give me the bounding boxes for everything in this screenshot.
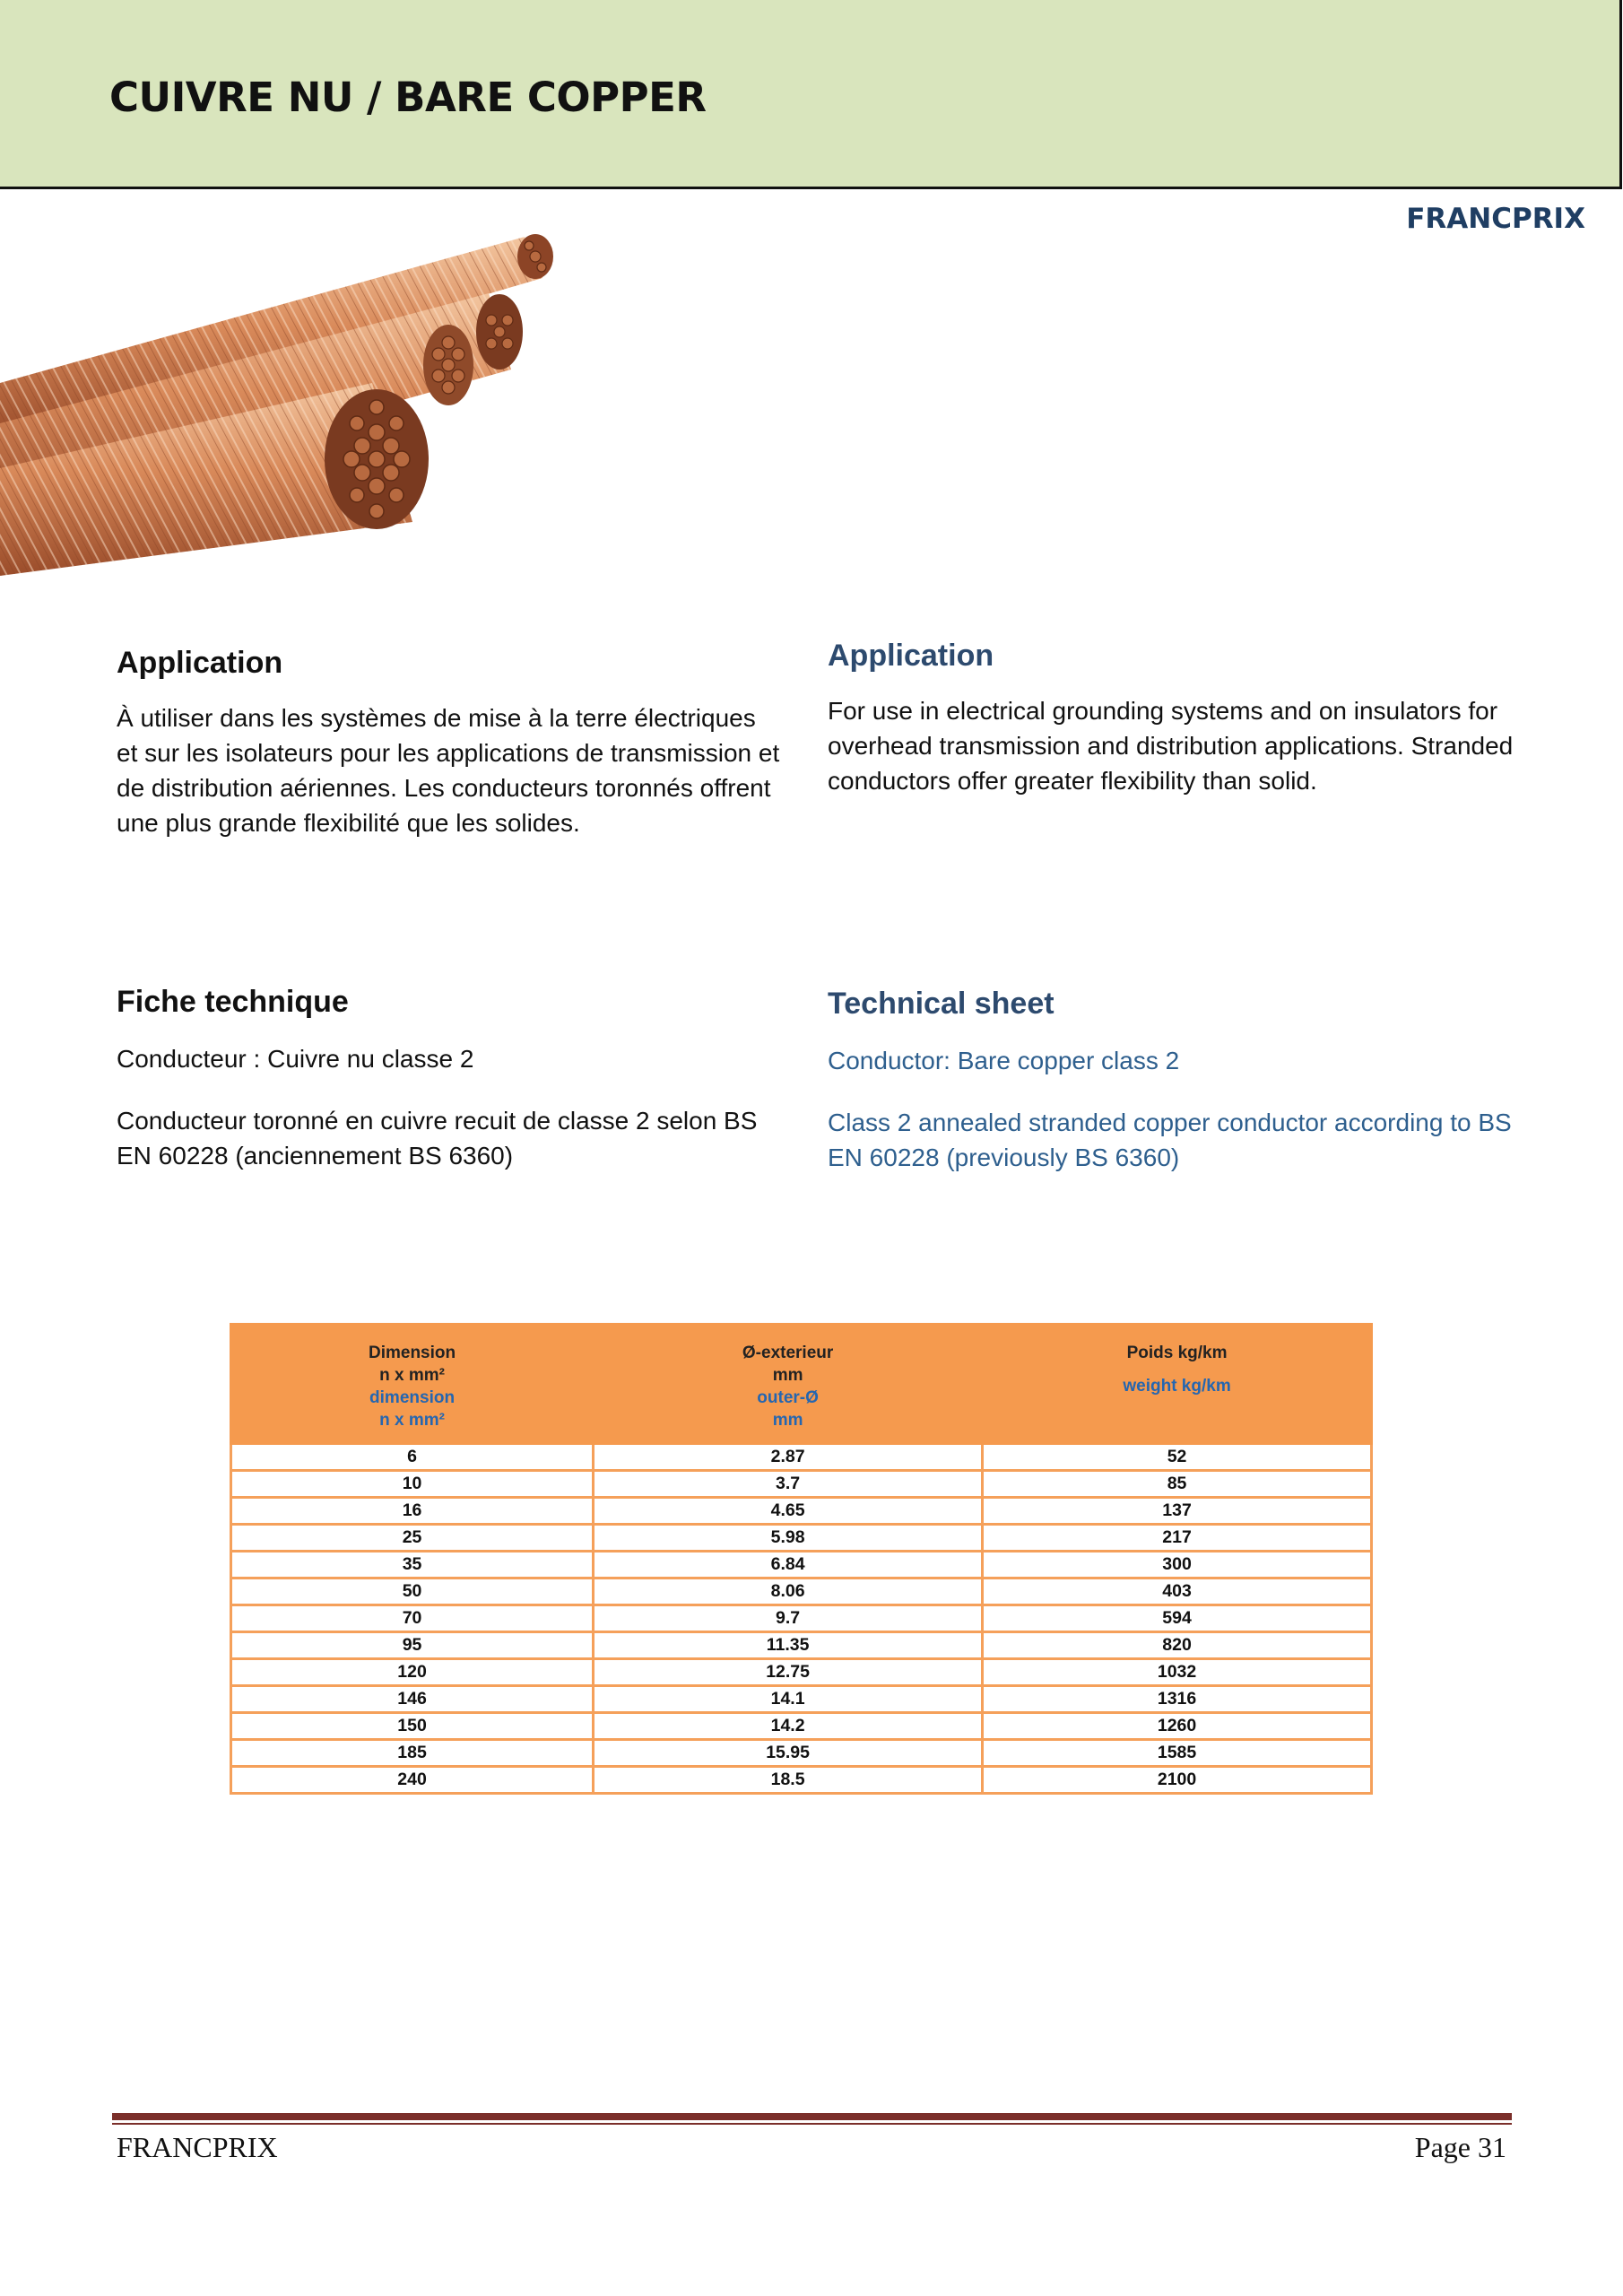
cell-dimension: 146 [231,1686,594,1713]
page-number: Page 31 [1414,2131,1506,2163]
cell-outer-diameter: 12.75 [594,1659,983,1686]
cell-weight: 1585 [983,1740,1372,1767]
cell-dimension: 16 [231,1498,594,1525]
table-row [231,1525,1372,1552]
table-row [231,1605,1372,1632]
cell-weight: 85 [983,1471,1372,1498]
header-dimension-fr-unit: n x mm² [379,1366,445,1385]
cell-dimension: 150 [231,1713,594,1740]
cell-outer-diameter: 18.5 [594,1767,983,1794]
header-outer-diameter-fr: Ø-exterieur [742,1344,834,1362]
table-row [231,1767,1372,1794]
fr-application-title: Application [117,646,283,680]
cell-outer-diameter: 14.2 [594,1713,983,1740]
header-band [0,0,1622,189]
cell-weight: 2100 [983,1767,1372,1794]
cell-weight: 1316 [983,1686,1372,1713]
cell-outer-diameter: 8.06 [594,1578,983,1605]
fr-conductor: Conducteur : Cuivre nu classe 2 [117,1045,474,1073]
cell-dimension: 95 [231,1632,594,1659]
table-row [231,1659,1372,1686]
cell-dimension: 6 [231,1444,594,1471]
cell-outer-diameter: 15.95 [594,1740,983,1767]
footer-rule [112,2113,1512,2120]
cell-dimension: 25 [231,1525,594,1552]
header-outer-diameter-en: outer-Ø [757,1388,819,1407]
cell-dimension: 120 [231,1659,594,1686]
page-title: CUIVRE NU / BARE COPPER [109,74,707,121]
cell-dimension: 35 [231,1552,594,1578]
header-dimension-en: dimension [369,1388,456,1407]
cell-weight: 300 [983,1552,1372,1578]
table-row [231,1552,1372,1578]
en-application-section [828,639,1536,798]
header-weight [983,1325,1372,1444]
cell-outer-diameter: 14.1 [594,1686,983,1713]
header-weight-en: weight kg/km [1123,1377,1231,1396]
header-dimension-en-unit: n x mm² [379,1411,445,1430]
cell-dimension: 185 [231,1740,594,1767]
cell-weight: 1032 [983,1659,1372,1686]
cell-weight: 820 [983,1632,1372,1659]
cell-weight: 403 [983,1578,1372,1605]
header-outer-diameter [594,1325,983,1444]
cell-weight: 137 [983,1498,1372,1525]
specification-table [230,1323,1373,1795]
en-conductor-detail: Class 2 annealed stranded copper conductor according to BS EN 60228 (previously BS 6360) [828,1109,1512,1171]
en-technical-title: Technical sheet [828,987,1055,1021]
cell-outer-diameter: 5.98 [594,1525,983,1552]
cell-weight: 594 [983,1605,1372,1632]
fr-technical-title: Fiche technique [117,985,349,1019]
cell-weight: 52 [983,1444,1372,1471]
header-dimension [231,1325,594,1444]
footer-brand: FRANCPRIX [117,2131,278,2163]
cell-outer-diameter: 4.65 [594,1498,983,1525]
table-row [231,1471,1372,1498]
header-outer-diameter-fr-unit: mm [772,1366,803,1385]
table-row [231,1686,1372,1713]
cell-outer-diameter: 2.87 [594,1444,983,1471]
table-row [231,1498,1372,1525]
en-application-title: Application [828,639,994,673]
fr-application-section [117,646,780,840]
table-row [231,1632,1372,1659]
cell-dimension: 10 [231,1471,594,1498]
header-outer-diameter-en-unit: mm [772,1411,803,1430]
cell-dimension: 50 [231,1578,594,1605]
cell-dimension: 240 [231,1767,594,1794]
cell-outer-diameter: 6.84 [594,1552,983,1578]
table-row [231,1578,1372,1605]
fr-technical-section [117,985,780,1173]
fr-conductor-detail: Conducteur toronné en cuivre recuit de classe 2 selon BS EN 60228 (anciennement BS 6360) [117,1107,758,1170]
table-row [231,1740,1372,1767]
cell-weight: 217 [983,1525,1372,1552]
cell-weight: 1260 [983,1713,1372,1740]
table-row [231,1713,1372,1740]
en-application-text: For use in electrical grounding systems and on insulators for overhead transmission and distribution applications. Stranded conductors offer greater flexibility than solid. [828,697,1514,795]
brand-label: FRANCPRIX [1406,203,1585,235]
header-dimension-fr: Dimension [368,1344,456,1362]
footer-rule-thin [112,2123,1512,2125]
copper-cable-image [0,226,565,576]
en-technical-section [828,987,1536,1175]
cell-outer-diameter: 3.7 [594,1471,983,1498]
table-row [231,1444,1372,1471]
en-conductor: Conductor: Bare copper class 2 [828,1047,1180,1074]
cell-outer-diameter: 9.7 [594,1605,983,1632]
header-weight-fr: Poids kg/km [1126,1344,1228,1362]
fr-application-text: À utiliser dans les systèmes de mise à la terre électriques et sur les isolateurs pour les applications de transmission et de distribution aériennes. Les conducteurs toronnés offrent une plus grande flexibilité que les solides. [117,704,780,837]
cell-dimension: 70 [231,1605,594,1632]
cell-outer-diameter: 11.35 [594,1632,983,1659]
